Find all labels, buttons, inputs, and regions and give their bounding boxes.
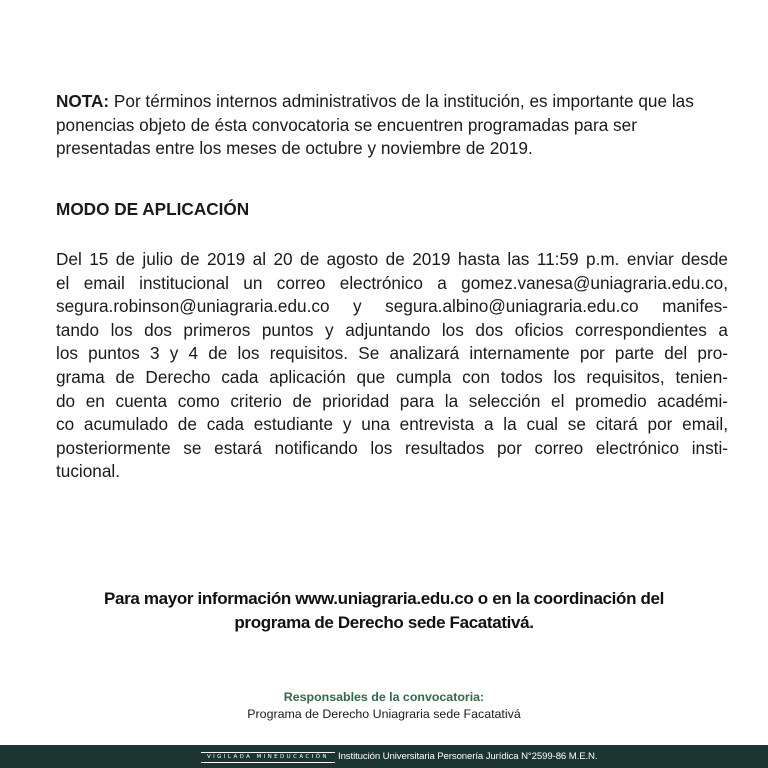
more-info-line-1: Para mayor información www.uniagraria.edu.co o en la coordinación del [104,589,664,608]
body-line: segura.robinson@uniagraria.edu.co y segura.albino@uniagraria.edu.co manifes- [56,296,728,317]
more-info-line-2: programa de Derecho sede Facatativá. [234,613,534,632]
body-line: Del 15 de julio de 2019 al 20 de agosto de 2019 hasta las 11:59 p.m. enviar desde [56,249,728,269]
more-info [0,587,768,635]
institution-legal-text: Institución Universitaria Personería Jurídica N°2599-86 M.E.N. [338,751,598,762]
footer-bar [0,745,768,768]
modo-aplicacion-title: MODO DE APLICACIÓN [56,199,250,219]
body-line: posteriormente se estará notificando los resultados por correo electrónico insti- [56,437,728,458]
nota-paragraph [56,90,721,161]
body-line: do en cuenta como criterio de prioridad para la selección el promedio académi- [56,390,728,411]
nota-label: NOTA: [56,91,110,111]
body-line: co acumulado de cada estudiante y una entrevista a la cual se citará por email, [56,414,728,435]
body-line: tando los dos primeros puntos y adjuntando los dos oficios correspondientes a [56,319,728,340]
responsables-title: Responsables de la convocatoria: [283,690,485,704]
body-line: el email institucional un correo electrónico a gomez.vanesa@uniagraria.edu.co, [56,272,728,293]
nota-text: Por términos internos administrativos de la institución, es importante que las ponencias objeto de ésta convocatoria se encuentren programadas para ser presentadas entre los meses de octubre y noviembre de 2019. [56,91,694,158]
responsables-text: Programa de Derecho Uniagraria sede Facatativá [247,707,521,721]
body-line: los puntos 3 y 4 de los requisitos. Se analizará internamente por parte del pro- [56,343,728,364]
body-line: tucional. [56,461,121,482]
modo-aplicacion-body [56,248,728,484]
body-line: grama de Derecho cada aplicación que cumpla con todos los requisitos, tenien- [56,366,728,387]
vigilada-mineducacion-seal: VIGILADA MINEDUCACIÓN [201,752,335,763]
responsables-block [0,689,768,723]
